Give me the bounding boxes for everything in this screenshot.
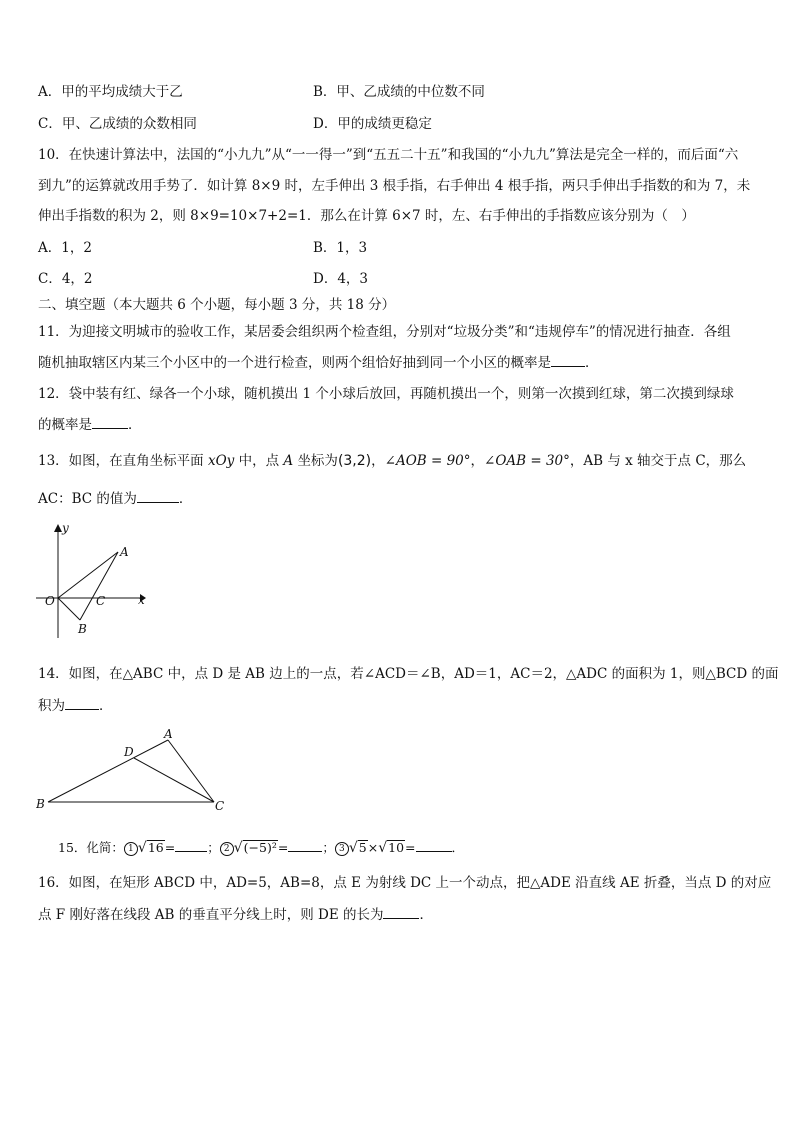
x-axis-label: x [138,593,145,607]
answer-blank-2 [288,837,322,852]
q13-text-line2 [38,488,192,509]
q13-text: 中，点 [238,453,280,469]
point-a-label: A [120,545,129,559]
q15-end: ． [451,840,465,855]
segment-ab [80,552,118,620]
segment-oa [58,552,118,598]
q16-text-line1: 16．如图，在矩形 ABCD 中，AD=5，AB=8，点 E 为射线 DC 上一个动点，把△ADE 沿直线 AE 折叠，当点 D 的对应 [38,875,772,891]
q9-option-c: C．甲、乙成绩的众数相同 [38,116,197,132]
q11-text-line2 [38,352,599,373]
point-c-label: C [215,799,225,813]
q13-coordinate: (3,2) [337,453,372,469]
y-axis-arrow [54,524,62,532]
point-b-label: B [36,797,45,811]
segment-ob [58,598,80,620]
q14-end: ． [99,698,113,714]
q14-figure [36,725,236,815]
equals-sign: = [405,840,416,855]
q15-line: 15．化简： 1 √16= ； 2 √(−5)²= ； 3 √5×√10= ． [58,837,464,858]
point-a-label: A [164,727,173,741]
y-axis-label: y [62,521,69,535]
q11-end: ． [585,355,599,371]
answer-blank [551,352,585,367]
q14-text-line2 [38,695,113,716]
q9-option-b: B．甲、乙成绩的中位数不同 [313,84,485,100]
q16-end: ． [419,907,433,923]
q12-text: 的概率是 [38,417,92,433]
times-sign: × [367,840,379,855]
answer-blank-1 [175,837,207,852]
q13-separator: ， [371,453,385,469]
point-c-label: C [96,594,106,608]
q13-plane-label: xOy [207,453,235,469]
q10-option-d: D．4，3 [313,271,369,287]
answer-blank [383,904,419,919]
q10-option-b: B．1，3 [313,240,368,256]
equals-sign: = [164,840,176,855]
answer-blank [65,695,99,710]
q12-text-line1: 12．袋中装有红、绿各一个小球，随机摸出 1 个小球后放回，再随机摸出一个，则第一次摸到红球，第二次摸到绿球 [38,386,734,402]
radicand-2: (−5)² [243,840,277,855]
segment-ac [168,740,214,802]
q11-text-line1: 11．为迎接文明城市的验收工作，某居委会组织两个检查组，分别对“垃圾分类”和“违规停车”的情况进行抽查．各组 [38,324,731,340]
q13-text-line1 [38,451,746,471]
q14-text-line1: 14．如图，在△ABC 中，点 D 是 AB 边上的一点，若∠ACD＝∠B，AD＝1，AC＝2，△ADC 的面积为 1，则△BCD 的面 [38,666,779,682]
q9-option-a: A．甲的平均成绩大于乙 [38,84,183,100]
q13-text: AC：BC 的值为 [38,491,137,507]
point-b-label: B [78,622,87,636]
q10-option-c: C．4，2 [38,271,93,287]
q12-text-line2 [38,414,142,435]
answer-blank [92,414,128,429]
equals-sign: = [277,840,289,855]
q10-text-line1: 10．在快速计算法中，法国的“小九九”从“一一得一”到“五五二十五”和我国的“小九九”算法是完全一样的，而后面“六 [38,147,739,163]
origin-label: O [45,594,55,608]
q13-angle-aob: ∠AOB = 90° [384,453,471,469]
q13-angle-oab: ∠OAB = 30° [484,453,570,469]
q13-point-label: A [283,453,294,469]
answer-blank-3 [416,837,452,852]
q13-end: ． [178,491,193,507]
q13-text: 坐标为 [297,453,338,469]
separator: ； [207,840,220,855]
q13-text: 13．如图，在直角坐标平面 [38,453,204,469]
circled-number-3: 3 [335,842,349,856]
radicand-1: 16 [147,840,164,855]
circled-number-2: 2 [220,842,234,856]
q15-text: 15．化简： [58,840,124,855]
point-d-label: D [124,745,134,759]
q9-option-d: D．甲的成绩更稳定 [313,116,432,132]
section-heading: 二、填空题（本大题共 6 个小题，每小题 3 分，共 18 分） [38,297,396,313]
q16-text: 点 F 刚好落在线段 AB 的垂直平分线上时，则 DE 的长为 [38,907,384,923]
segment-dc [134,758,214,802]
radicand-3a: 5 [358,840,367,855]
q16-text-line2 [38,904,433,925]
circled-number-1: 1 [124,842,138,856]
answer-blank [137,488,179,503]
q11-text: 随机抽取辖区内某三个小区中的一个进行检查，则两个组恰好抽到同一个小区的概率是 [38,355,551,371]
q12-end: ． [128,417,142,433]
separator: ； [322,840,335,855]
q13-figure [36,520,156,640]
q10-text-line2: 到九”的运算就改用手势了．如计算 8×9 时，左手伸出 3 根手指，右手伸出 4 根手指，两只手伸出手指数的和为 7，未 [38,178,751,194]
q13-separator: ， [470,453,485,469]
q13-text: ，AB 与 x 轴交于点 C，那么 [569,453,747,469]
q10-text-line3: 伸出手指数的积为 2，则 8×9=10×7+2=1．那么在计算 6×7 时，左、右手伸出的手指数应该分别为（ ） [38,208,695,224]
q10-option-a: A．1，2 [38,240,92,256]
radicand-3b: 10 [388,840,405,855]
q14-text: 积为 [38,698,65,714]
segment-ba [48,740,168,802]
